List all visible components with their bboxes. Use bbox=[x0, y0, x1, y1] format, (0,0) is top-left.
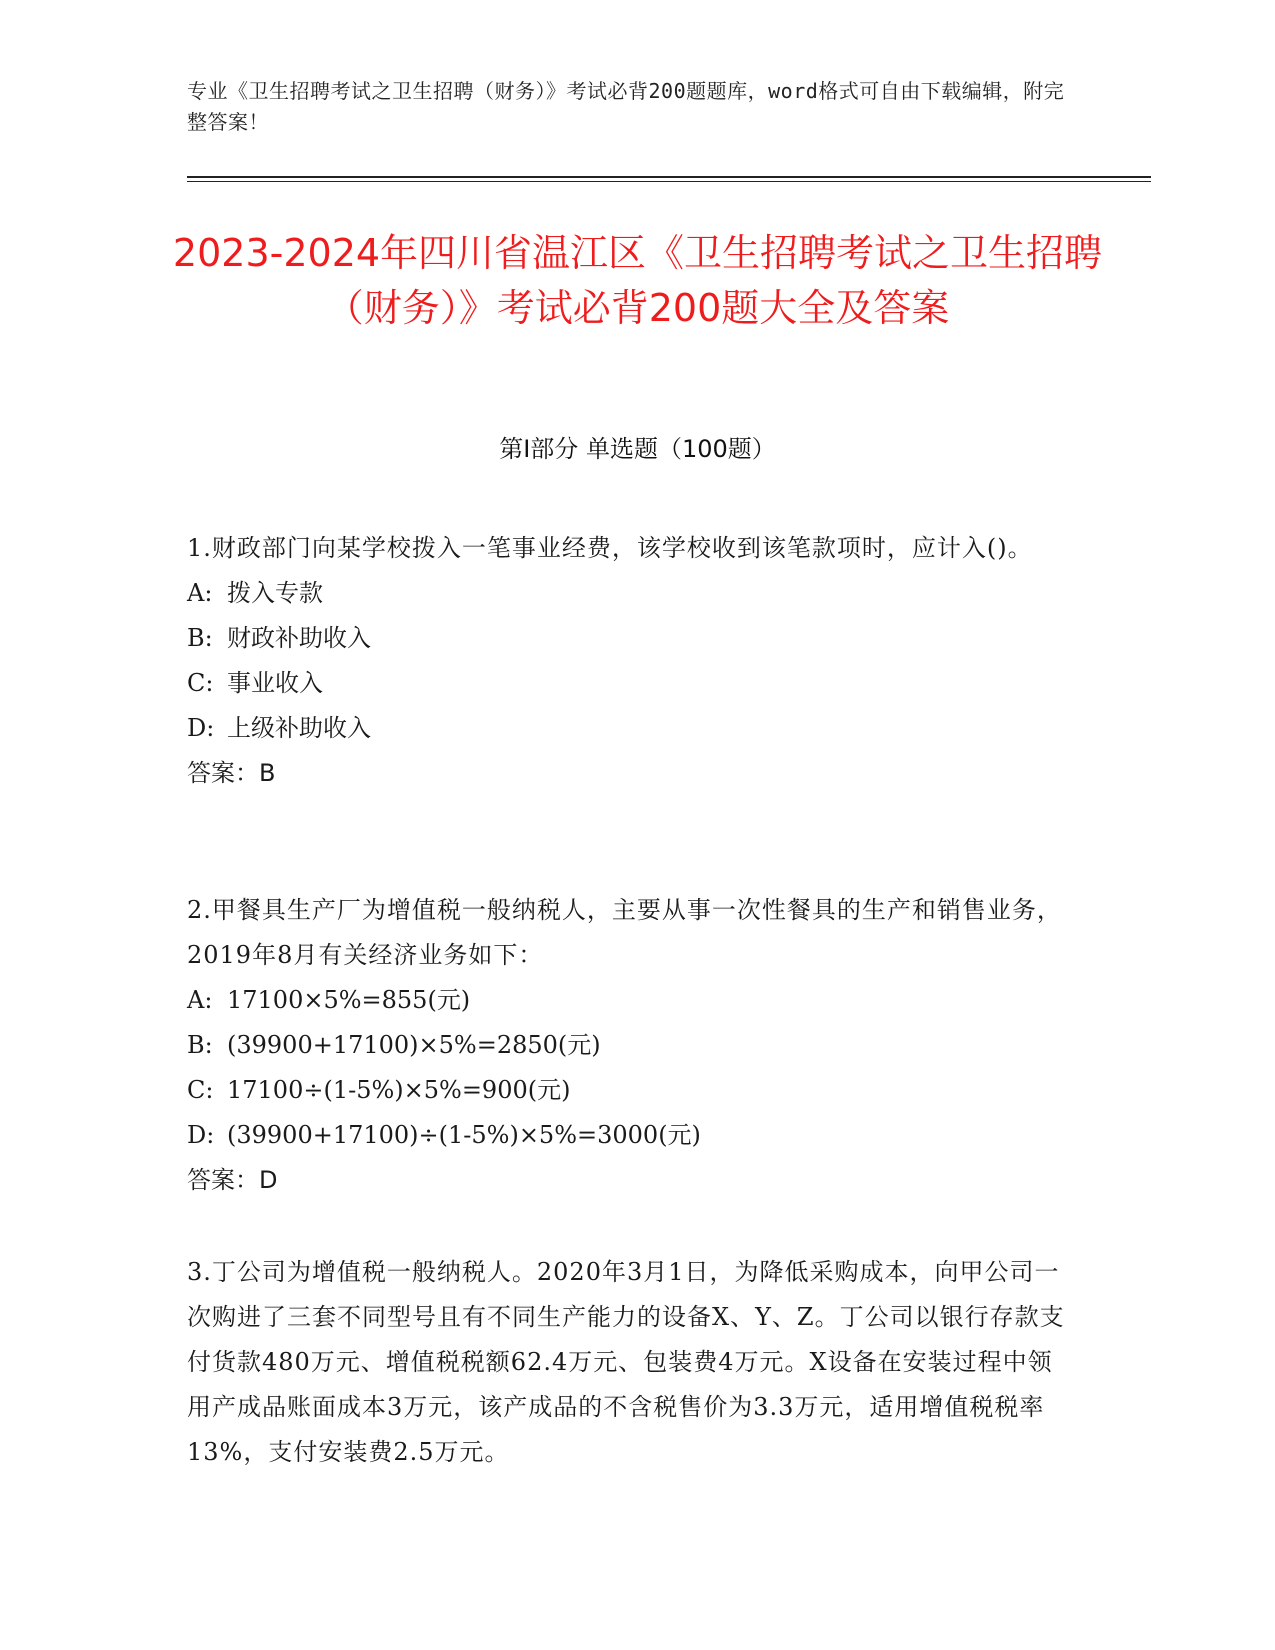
answer-line: 答案：D bbox=[187, 1166, 278, 1194]
option-text: 拨入专款 bbox=[227, 579, 323, 607]
option-text: 上级补助收入 bbox=[227, 714, 371, 742]
option-letter: B: bbox=[187, 1031, 213, 1059]
question-3 bbox=[187, 1250, 1067, 1475]
question-stem: 3.丁公司为增值税一般纳税人。2020年3月1日，为降低采购成本，向甲公司一次购进了三套不同型号且有不同生产能力的设备X、Y、Z。丁公司以银行存款支付货款480万元、增值税税额62.4万元、包装费4万元。X设备在安装过程中领用产成品账面成本3万元，该产成品的不含税售价为3.3万元，适用增值税税率13%，支付安装费2.5万元。 bbox=[187, 1258, 1065, 1466]
option-text: 事业收入 bbox=[227, 669, 323, 697]
option-c bbox=[187, 1068, 1067, 1113]
option-text: 17100×5%=855(元) bbox=[227, 986, 471, 1014]
option-letter: C: bbox=[187, 1076, 214, 1104]
header-divider-thin bbox=[187, 181, 1151, 182]
question-2 bbox=[187, 888, 1067, 1203]
option-a bbox=[187, 571, 1067, 616]
question-stem: 1.财政部门向某学校拨入一笔事业经费，该学校收到该笔款项时，应计入()。 bbox=[187, 534, 1033, 562]
option-letter: C: bbox=[187, 669, 214, 697]
option-text: 财政补助收入 bbox=[227, 624, 371, 652]
header-divider-thick bbox=[187, 176, 1151, 178]
question-stem: 2.甲餐具生产厂为增值税一般纳税人，主要从事一次性餐具的生产和销售业务，2019年8月有关经济业务如下： bbox=[187, 896, 1062, 969]
option-letter: B: bbox=[187, 624, 213, 652]
header-note: 专业《卫生招聘考试之卫生招聘（财务）》考试必背200题题库，word格式可自由下载编辑，附完整答案！ bbox=[187, 79, 1065, 134]
option-letter: A: bbox=[187, 579, 213, 607]
option-c bbox=[187, 661, 1067, 706]
section-title: 第I部分 单选题（100题） bbox=[499, 435, 776, 463]
option-text: (39900+17100)×5%=2850(元) bbox=[227, 1031, 601, 1059]
option-d bbox=[187, 1113, 1067, 1158]
option-b bbox=[187, 1023, 1067, 1068]
option-letter: A: bbox=[187, 986, 213, 1014]
option-b bbox=[187, 616, 1067, 661]
option-a bbox=[187, 978, 1067, 1023]
question-1 bbox=[187, 526, 1067, 796]
option-text: (39900+17100)÷(1-5%)×5%=3000(元) bbox=[227, 1121, 701, 1149]
answer-line: 答案：B bbox=[187, 759, 276, 787]
option-letter: D: bbox=[187, 714, 215, 742]
document-title: 2023-2024年四川省温江区《卫生招聘考试之卫生招聘（财务）》考试必背200题大全及答案 bbox=[172, 231, 1103, 330]
option-text: 17100÷(1-5%)×5%=900(元) bbox=[227, 1076, 571, 1104]
option-letter: D: bbox=[187, 1121, 215, 1149]
option-d bbox=[187, 706, 1067, 751]
